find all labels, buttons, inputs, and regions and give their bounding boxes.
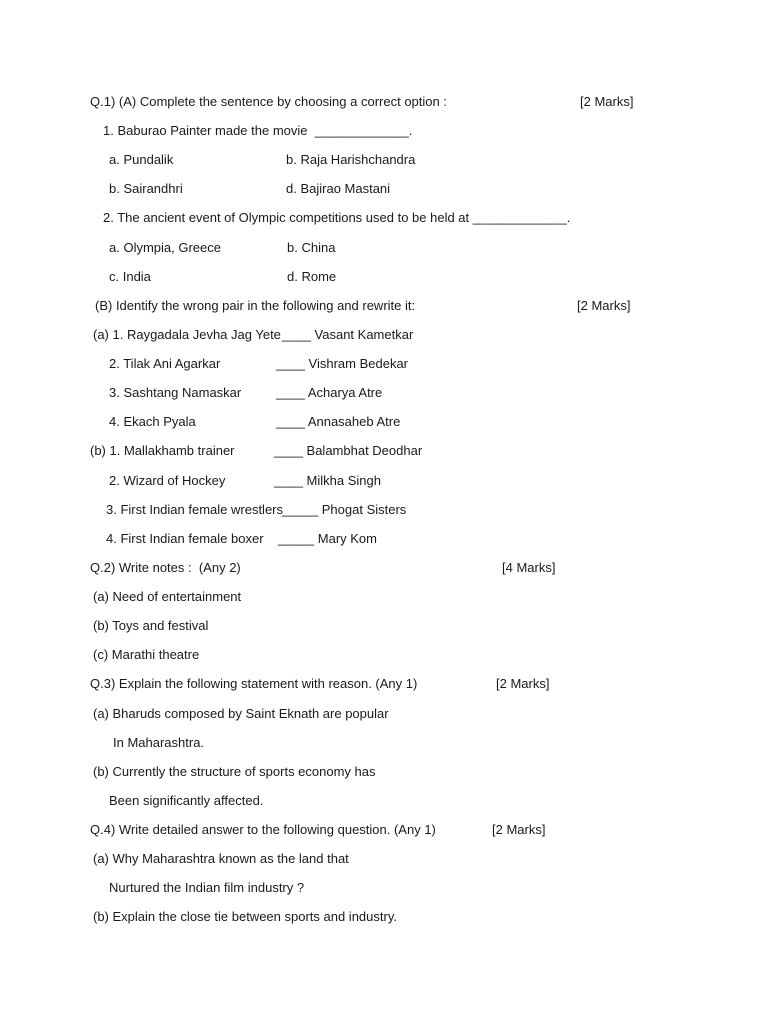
q1-item2-option-a: a. Olympia, Greece <box>109 240 221 255</box>
q1-heading: Q.1) (A) Complete the sentence by choosing a correct option : <box>90 94 447 109</box>
q1b-marks: [2 Marks] <box>577 298 631 313</box>
pair-left: 4. Ekach Pyala <box>109 414 196 429</box>
q1-item2-option-b: b. China <box>287 240 336 255</box>
q4-option-a-line1: (a) Why Maharashtra known as the land that <box>93 851 349 866</box>
pair-left: (a) 1. Raygadala Jevha Jag Yete <box>93 327 281 342</box>
pair-left: 3. First Indian female wrestlers <box>106 502 284 517</box>
pair-right: _____ Mary Kom <box>278 531 377 546</box>
q1-item1-text: 1. Baburao Painter made the movie _____________. <box>103 123 413 138</box>
pair-left: 4. First Indian female boxer <box>106 531 264 546</box>
pair-right: ____ Milkha Singh <box>274 473 381 488</box>
pair-right: ____ Acharya Atre <box>276 385 383 400</box>
pair-left: (b) 1. Mallakhamb trainer <box>90 443 235 458</box>
q3-option-a-line1: (a) Bharuds composed by Saint Eknath are popular <box>93 706 389 721</box>
q2-marks: [4 Marks] <box>502 560 556 575</box>
q4-option-a-line2: Nurtured the Indian film industry ? <box>109 880 305 895</box>
q3-option-b-line2: Been significantly affected. <box>109 793 264 808</box>
q3-heading: Q.3) Explain the following statement with reason. (Any 1) <box>90 676 418 691</box>
q2-item: (a) Need of entertainment <box>93 589 242 604</box>
q1-item2-option-c: c. India <box>109 269 151 284</box>
q2-heading: Q.2) Write notes : (Any 2) <box>90 560 241 575</box>
pair-right: ____ Vasant Kametkar <box>282 327 414 342</box>
q4-heading: Q.4) Write detailed answer to the following question. (Any 1) <box>90 822 436 837</box>
q1-item1-option-b: b. Raja Harishchandra <box>286 152 416 167</box>
q3-option-a-line2: In Maharashtra. <box>113 735 205 750</box>
pair-left: 2. Wizard of Hockey <box>109 473 226 488</box>
pair-left: 2. Tilak Ani Agarkar <box>109 356 221 371</box>
q1-marks: [2 Marks] <box>580 94 634 109</box>
q4-marks: [2 Marks] <box>492 822 546 837</box>
pair-left: 3. Sashtang Namaskar <box>109 385 242 400</box>
q1-item1-option-d: d. Bajirao Mastani <box>286 181 391 196</box>
q4-option-b-line1: (b) Explain the close tie between sports and industry. <box>93 909 397 924</box>
q1-item2-text: 2. The ancient event of Olympic competitions used to be held at _____________. <box>103 210 571 225</box>
q1-item2-option-d: d. Rome <box>287 269 337 284</box>
q2-item: (c) Marathi theatre <box>93 647 200 662</box>
pair-right: ____ Annasaheb Atre <box>276 414 401 429</box>
pair-right: ____ Vishram Bedekar <box>276 356 409 371</box>
q1-item1-option-c: b. Sairandhri <box>109 181 183 196</box>
q3-marks: [2 Marks] <box>496 676 550 691</box>
q2-item: (b) Toys and festival <box>93 618 209 633</box>
pair-right: _____ Phogat Sisters <box>282 502 407 517</box>
q1b-heading: (B) Identify the wrong pair in the following and rewrite it: <box>95 298 416 313</box>
pair-right: ____ Balambhat Deodhar <box>274 443 423 458</box>
q1-item1-option-a: a. Pundalik <box>109 152 174 167</box>
q3-option-b-line1: (b) Currently the structure of sports economy has <box>93 764 376 779</box>
